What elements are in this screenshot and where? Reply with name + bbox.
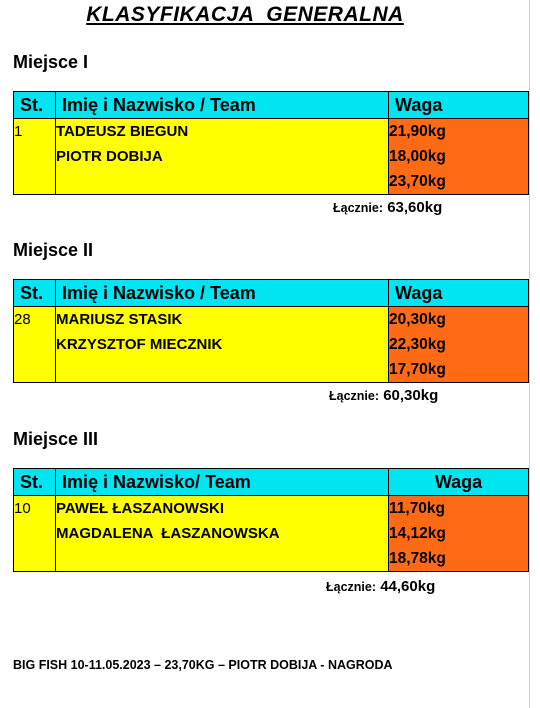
st-cell <box>14 307 56 383</box>
st-number: 10 <box>14 500 31 517</box>
place-3-total <box>326 578 435 595</box>
place-2-total <box>329 387 438 404</box>
names-cell <box>56 496 389 572</box>
weights-cell <box>389 119 529 195</box>
names-cell <box>56 307 389 383</box>
place-1-total <box>333 199 442 216</box>
names-cell <box>56 119 389 195</box>
weight-value: 22,30kg <box>389 336 446 353</box>
total-value: 63,60kg <box>387 199 443 216</box>
total-label: Łącznie: <box>333 201 384 215</box>
table-row <box>14 307 529 383</box>
place-1-table <box>13 91 529 195</box>
place-3-table <box>13 468 529 572</box>
header-name: Imię i Nazwisko / Team <box>56 280 389 307</box>
competitor-name: MARIUSZ STASIK <box>56 311 183 328</box>
weights-cell <box>389 307 529 383</box>
page-edge-rule <box>529 0 530 708</box>
weight-value: 21,90kg <box>389 123 446 140</box>
st-cell <box>14 119 56 195</box>
table-row <box>14 496 529 572</box>
header-name: Imię i Nazwisko/ Team <box>56 469 389 496</box>
header-weight: Waga <box>389 469 529 496</box>
header-weight: Waga <box>389 92 529 119</box>
st-number: 1 <box>14 123 23 140</box>
table-header-row <box>14 92 529 119</box>
weight-value: 11,70kg <box>389 500 446 517</box>
competitor-name: KRZYSZTOF MIECZNIK <box>56 336 223 353</box>
table-header-row <box>14 469 529 496</box>
header-st: St. <box>14 280 56 307</box>
st-cell <box>14 496 56 572</box>
total-label: Łącznie: <box>326 580 377 594</box>
place-1-title: Miejsce I <box>13 52 89 72</box>
place-3-title: Miejsce III <box>13 429 99 449</box>
total-label: Łącznie: <box>329 389 380 403</box>
place-2-table <box>13 279 529 383</box>
table-row <box>14 119 529 195</box>
weight-value: 18,78kg <box>389 550 446 567</box>
header-st: St. <box>14 469 56 496</box>
place-2-title: Miejsce II <box>13 240 94 260</box>
weight-value: 14,12kg <box>389 525 446 542</box>
total-value: 60,30kg <box>383 387 439 404</box>
header-st: St. <box>14 92 56 119</box>
header-name: Imię i Nazwisko / Team <box>56 92 389 119</box>
table-header-row <box>14 280 529 307</box>
document-title: KLASYFIKACJA GENERALNA <box>86 3 404 26</box>
competitor-name: MAGDALENA ŁASZANOWSKA <box>56 525 280 542</box>
weight-value: 18,00kg <box>389 148 446 165</box>
st-number: 28 <box>14 311 31 328</box>
big-fish-footer: BIG FISH 10-11.05.2023 – 23,70KG – PIOTR DOBIJA - NAGRODA <box>13 658 393 672</box>
weights-cell <box>389 496 529 572</box>
total-value: 44,60kg <box>380 578 436 595</box>
weight-value: 23,70kg <box>389 173 446 190</box>
competitor-name: PAWEŁ ŁASZANOWSKI <box>56 500 225 517</box>
weight-value: 17,70kg <box>389 361 446 378</box>
competitor-name: TADEUSZ BIEGUN <box>56 123 189 140</box>
weight-value: 20,30kg <box>389 311 446 328</box>
competitor-name: PIOTR DOBIJA <box>56 148 163 165</box>
header-weight: Waga <box>389 280 529 307</box>
